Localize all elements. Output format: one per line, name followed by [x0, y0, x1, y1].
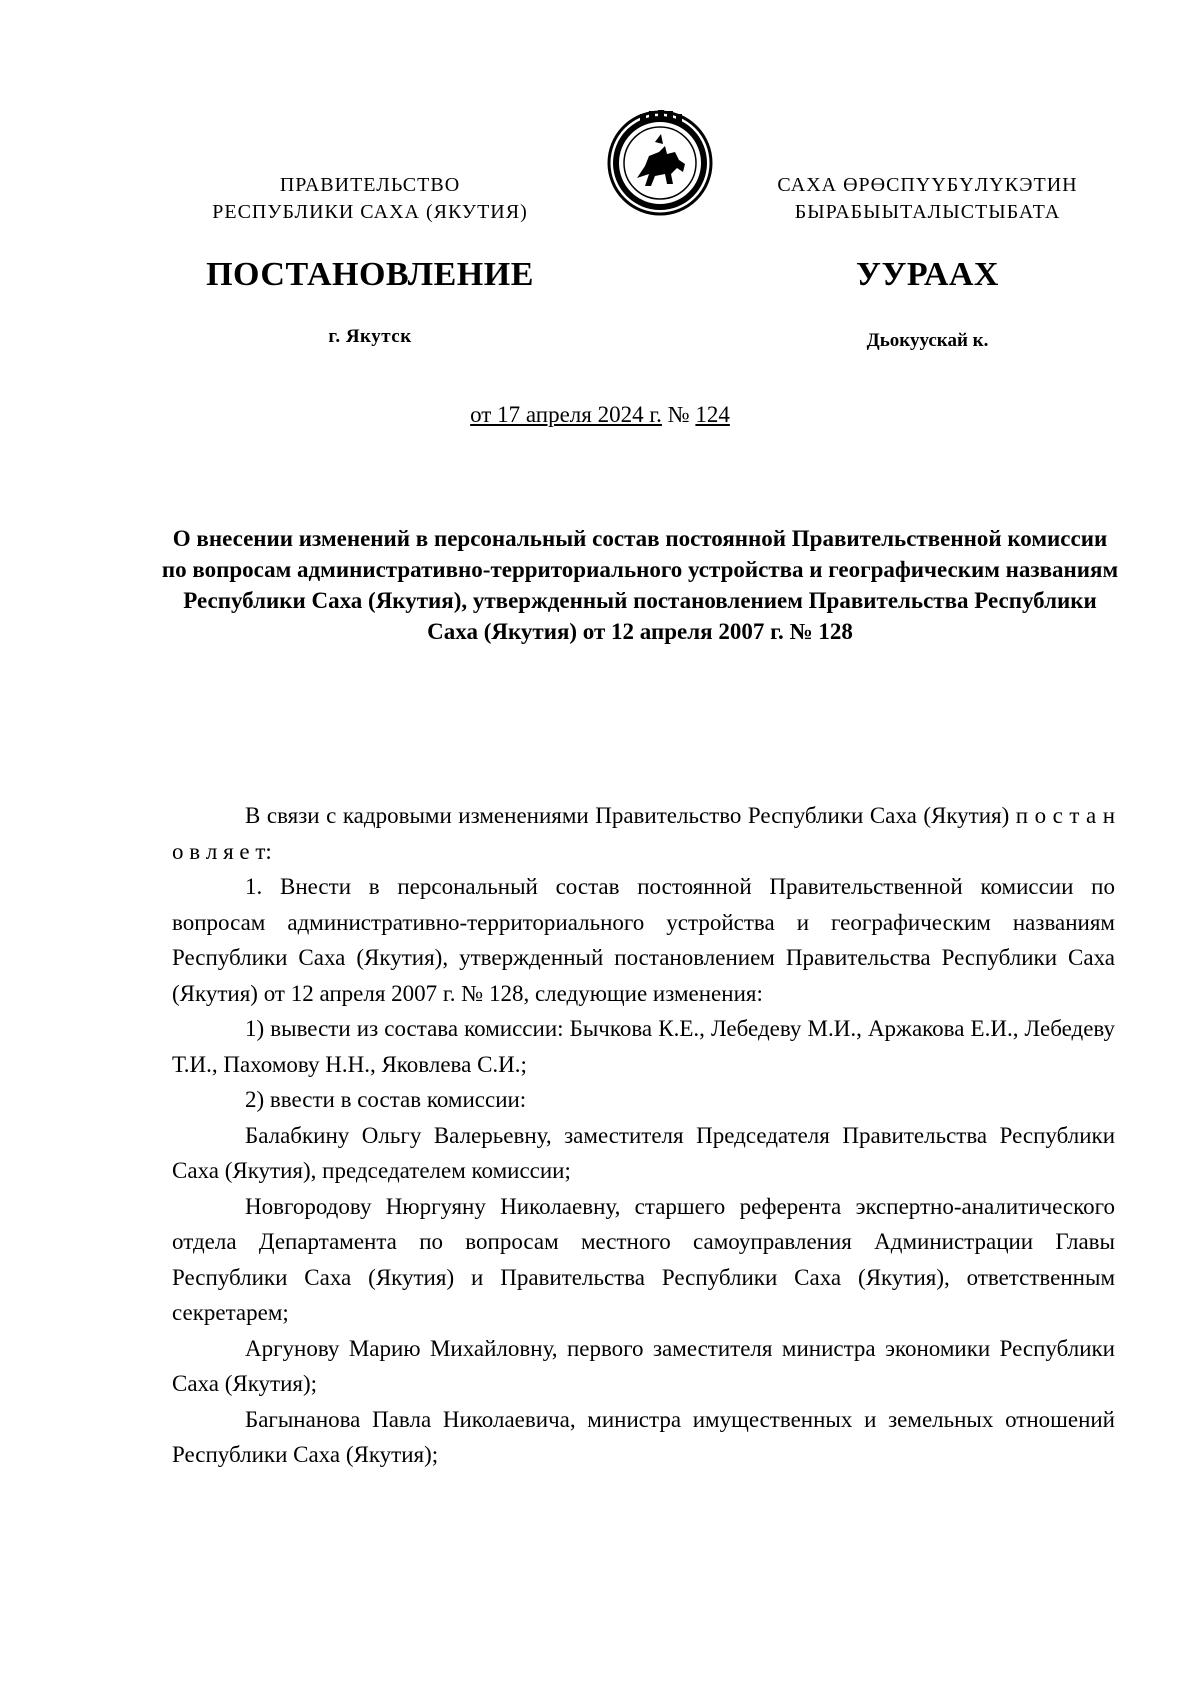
city-ru: г. Якутск — [328, 326, 412, 347]
paragraph-8: Багынанова Павла Николаевича, министра имущественных и земельных отношений Республики Саха (Якутия); — [172, 1406, 1115, 1467]
doc-number-label: № — [667, 402, 690, 427]
doc-heading: О внесении изменений в персональный состав постоянной Правительственной комиссии по вопросам административно-территориального устройства и географическим названиям Республики Саха (Якутия), утвержденный постановлением Правительства Республики Саха (Якутия) от 12 апреля 2007 г. № 128 — [161, 526, 1119, 644]
paragraph-2: 1. Внести в персональный состав постоянной Правительственной комиссии по вопросам административно-территориального устройства и географическим названиям Республики Саха (Якутия), утвержденный постановлением Правительства Республики Саха (Якутия) от 12 апреля 2007 г. № 128, следующие изменения: — [172, 874, 1115, 1006]
paragraph-7: Аргунову Марию Михайловну, первого заместителя министра экономики Республики Саха (Якутия); — [172, 1335, 1115, 1396]
doc-date: от 17 апреля 2024 г. — [470, 402, 662, 427]
date-number-line — [0, 402, 1200, 428]
header-left-line-2: РЕСПУБЛИКИ САХА (ЯКУТИЯ) — [212, 201, 528, 223]
header-right-org — [730, 172, 1125, 226]
header-right-line-1: САХА ӨРӨСПҮҮБҮЛҮКЭТИН — [777, 174, 1078, 196]
header-left-org — [160, 172, 580, 226]
doc-type-title-sah: УУРААХ — [856, 256, 999, 293]
paragraph-1: В связи с кадровыми изменениями Правительство Республики Саха (Якутия) п о с т а н о в л я е т: — [172, 803, 1115, 864]
doc-type-title-ru: ПОСТАНОВЛЕНИЕ — [206, 256, 534, 293]
paragraph-3: 1) вывести из состава комиссии: Бычкова К.Е., Лебедеву М.И., Аржакова Е.И., Лебедеву Т.И., Пахомову Н.Н., Яковлева С.И.; — [172, 1016, 1115, 1077]
sakha-coat-of-arms-icon — [605, 108, 715, 218]
paragraph-6: Новгородову Нюргуяну Николаевну, старшего референта экспертно-аналитического отдела Департамента по вопросам местного самоуправления Администрации Главы Республики Саха (Якутия) и Правительства Республики Саха (Якутия), ответственным секретарем; — [172, 1193, 1115, 1325]
header-right-line-2: БЫРАБЫЫТАЛЫСТЫБАТА — [794, 201, 1061, 223]
paragraph-5: Балабкину Ольгу Валерьевну, заместителя Председателя Правительства Республики Саха (Якутия), председателем комиссии; — [172, 1122, 1115, 1183]
doc-body — [172, 798, 1115, 1473]
doc-number: 124 — [695, 402, 730, 427]
city-sah: Дьокуускай к. — [866, 330, 989, 351]
paragraph-4: 2) ввести в состав комиссии: — [245, 1087, 527, 1112]
header-left-line-1: ПРАВИТЕЛЬСТВО — [279, 174, 461, 196]
